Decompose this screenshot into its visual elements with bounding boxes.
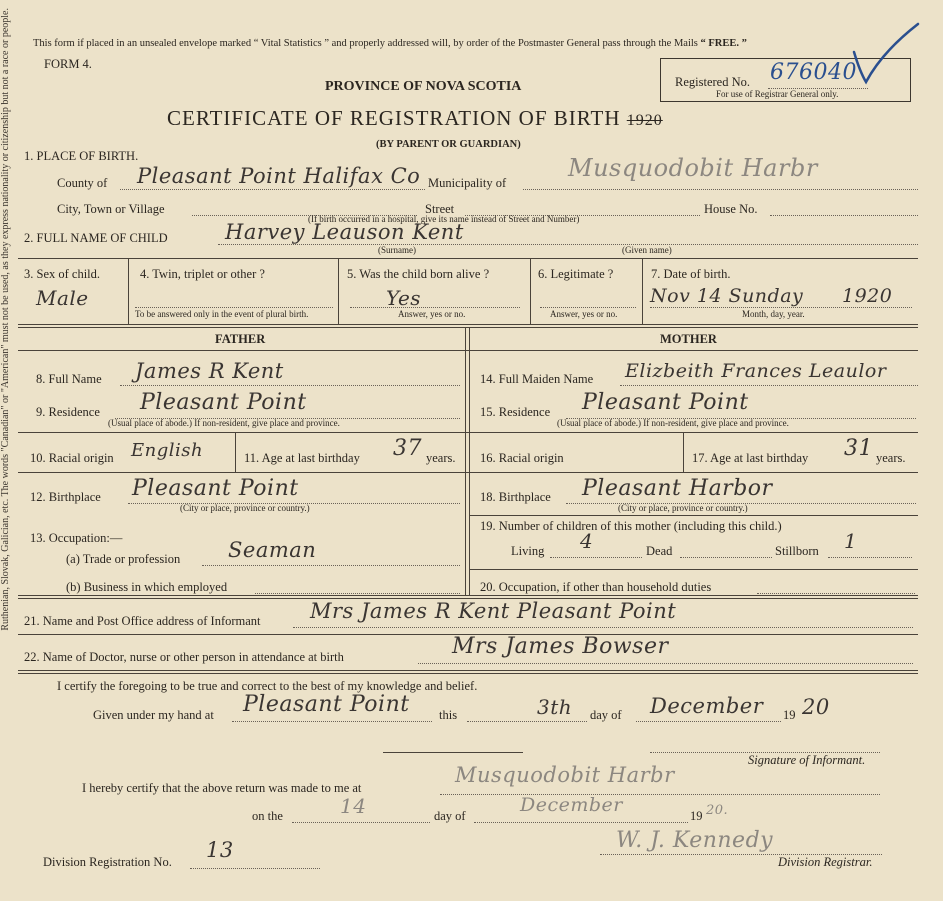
form-number: FORM 4. [44, 57, 92, 71]
surname-note: (Surname) [378, 245, 416, 255]
father-residence-value: Pleasant Point [140, 390, 307, 415]
certificate-title [167, 108, 663, 129]
division-registration-label: Division Registration No. [43, 855, 172, 869]
mother-maiden-name-value: Elizbeith Frances Leaulor [625, 360, 887, 382]
father-occupation-label: 13. Occupation:— [30, 531, 123, 545]
given-year-prefix: 19 [783, 708, 796, 722]
mother-maiden-name-label: 14. Full Maiden Name [480, 372, 594, 386]
date-of-birth-value: Nov 14 Sunday [650, 285, 804, 307]
registrar-day-of-label: day of [434, 809, 466, 823]
sex-value: Male [36, 286, 89, 310]
mother-racial-label: 16. Racial origin [480, 451, 564, 465]
mother-heading: MOTHER [660, 332, 717, 346]
born-alive-value: Yes [386, 286, 422, 310]
street-note: (If birth occurred in a hospital, give its name instead of Street and Number) [308, 214, 580, 224]
informant-label: 21. Name and Post Office address of Informant [24, 614, 261, 628]
registrar-day-value: 14 [340, 794, 367, 818]
born-alive-note: Answer, yes or no. [398, 309, 466, 319]
father-heading: FATHER [215, 332, 266, 346]
father-residence-label: 9. Residence [36, 405, 100, 419]
given-month-value: December [650, 694, 764, 718]
mother-birthplace-label: 18. Birthplace [480, 490, 551, 504]
title-year-struck: 1920 [626, 112, 663, 129]
legitimate-label: 6. Legitimate ? [538, 267, 614, 281]
father-birthplace-value: Pleasant Point [132, 476, 299, 501]
trade-label: (a) Trade or profession [66, 552, 181, 566]
legitimate-note: Answer, yes or no. [550, 309, 618, 319]
mother-residence-label: 15. Residence [480, 405, 551, 419]
business-label: (b) Business in which employed [66, 580, 228, 594]
twin-note: To be answered only in the event of plural birth. [135, 309, 309, 319]
father-name-value: James R Kent [135, 359, 284, 383]
registrar-month-value: December [520, 794, 623, 816]
county-label: County of [57, 176, 108, 190]
date-of-birth-year: 1920 [842, 285, 893, 307]
certify-statement: I certify the foregoing to be true and correct to the best of my knowledge and belief. [57, 679, 478, 693]
given-year-value: 20 [802, 695, 830, 719]
given-this-label: this [439, 708, 458, 722]
trade-value: Seaman [228, 538, 317, 562]
mother-birthplace-value: Pleasant Harbor [582, 476, 773, 501]
stillborn-label: Stillborn [775, 544, 819, 558]
father-racial-value: English [131, 440, 204, 461]
father-birthplace-label: 12. Birthplace [30, 490, 101, 504]
date-of-birth-label: 7. Date of birth. [651, 267, 731, 281]
mother-age-value: 31 [844, 436, 873, 461]
date-note: Month, day, year. [742, 309, 805, 319]
mother-residence-note: (Usual place of abode.) If non-resident, give place and province. [557, 418, 789, 428]
mother-age-label: 17. Age at last birthday [692, 451, 809, 465]
place-of-birth-label: 1. PLACE OF BIRTH. [24, 149, 139, 163]
check-mark-icon [852, 22, 920, 88]
father-racial-label: 10. Racial origin [30, 451, 114, 465]
registrar-signature: W. J. Kennedy [616, 828, 774, 853]
registered-number: 676040 [770, 60, 857, 85]
dead-label: Dead [646, 544, 673, 558]
father-age-unit: years. [426, 451, 456, 465]
living-label: Living [511, 544, 545, 558]
margin-strip [0, 8, 14, 898]
division-registrar-label: Division Registrar. [778, 855, 873, 869]
street-label: Street [425, 202, 455, 216]
mother-residence-value: Pleasant Point [582, 390, 749, 415]
doctor-label: 22. Name of Doctor, nurse or other person in attendance at birth [24, 650, 344, 664]
living-value: 4 [580, 529, 594, 553]
mother-age-unit: years. [876, 451, 906, 465]
registrar-place-value: Musquodobit Harbr [455, 763, 675, 787]
municipality-value: Musquodobit Harbr [568, 154, 818, 182]
father-residence-note: (Usual place of abode.) If non-resident, give place and province. [108, 418, 340, 428]
registrar-on-label: on the [252, 809, 283, 823]
city-label: City, Town or Village [57, 202, 165, 216]
father-age-value: 37 [393, 436, 422, 461]
father-age-label: 11. Age at last birthday [244, 451, 360, 465]
registered-label: Registered No. [675, 75, 750, 89]
certificate-title-text: CERTIFICATE OF REGISTRATION OF BIRTH [167, 106, 621, 130]
sex-label: 3. Sex of child. [24, 267, 101, 281]
child-name-value: Harvey Leauson Kent [225, 220, 464, 244]
informant-value: Mrs James R Kent Pleasant Point [310, 599, 677, 623]
mail-notice-text: This form if placed in an unsealed envelope marked “ Vital Statistics ” and properly addressed will, by order of the Postmaster General pass through the Mails [33, 38, 701, 49]
given-name-note: (Given name) [622, 245, 672, 255]
mother-birthplace-note: (City or place, province or country.) [618, 503, 748, 513]
doctor-value: Mrs James Bowser [452, 634, 669, 659]
free-label: “ FREE. ” [700, 38, 747, 49]
house-number-label: House No. [704, 202, 758, 216]
given-day-value: 3th [537, 695, 573, 719]
margin-text: Ruthenian, Slovak, Galician, etc. The words "Canadian" or "American" must not be used, as they express nationality or citizenship but not a race or people. [0, 8, 11, 631]
county-value: Pleasant Point Halifax Co [137, 164, 421, 188]
given-day-of-label: day of [590, 708, 622, 722]
given-at-label: Given under my hand at [93, 708, 214, 722]
municipality-label: Municipality of [428, 176, 507, 190]
registered-note: For use of Registrar General only. [716, 89, 839, 99]
certificate-subtitle: (BY PARENT OR GUARDIAN) [376, 139, 521, 150]
registrar-statement: I hereby certify that the above return was made to me at [82, 781, 362, 795]
stillborn-value: 1 [844, 529, 858, 553]
father-name-label: 8. Full Name [36, 372, 102, 386]
child-name-label: 2. FULL NAME OF CHILD [24, 231, 168, 245]
born-alive-label: 5. Was the child born alive ? [347, 267, 490, 281]
twin-label: 4. Twin, triplet or other ? [140, 267, 265, 281]
informant-signature-label: Signature of Informant. [748, 753, 866, 767]
registrar-year-value: 20. [706, 803, 729, 818]
children-count-label: 19. Number of children of this mother (including this child.) [480, 519, 782, 533]
mother-occupation-label: 20. Occupation, if other than household duties [480, 580, 712, 594]
given-at-value: Pleasant Point [243, 692, 410, 717]
mail-notice [33, 39, 747, 50]
province-title: PROVINCE OF NOVA SCOTIA [325, 79, 522, 94]
father-birthplace-note: (City or place, province or country.) [180, 503, 310, 513]
registrar-year-prefix: 19 [690, 809, 703, 823]
division-registration-value: 13 [206, 838, 234, 862]
